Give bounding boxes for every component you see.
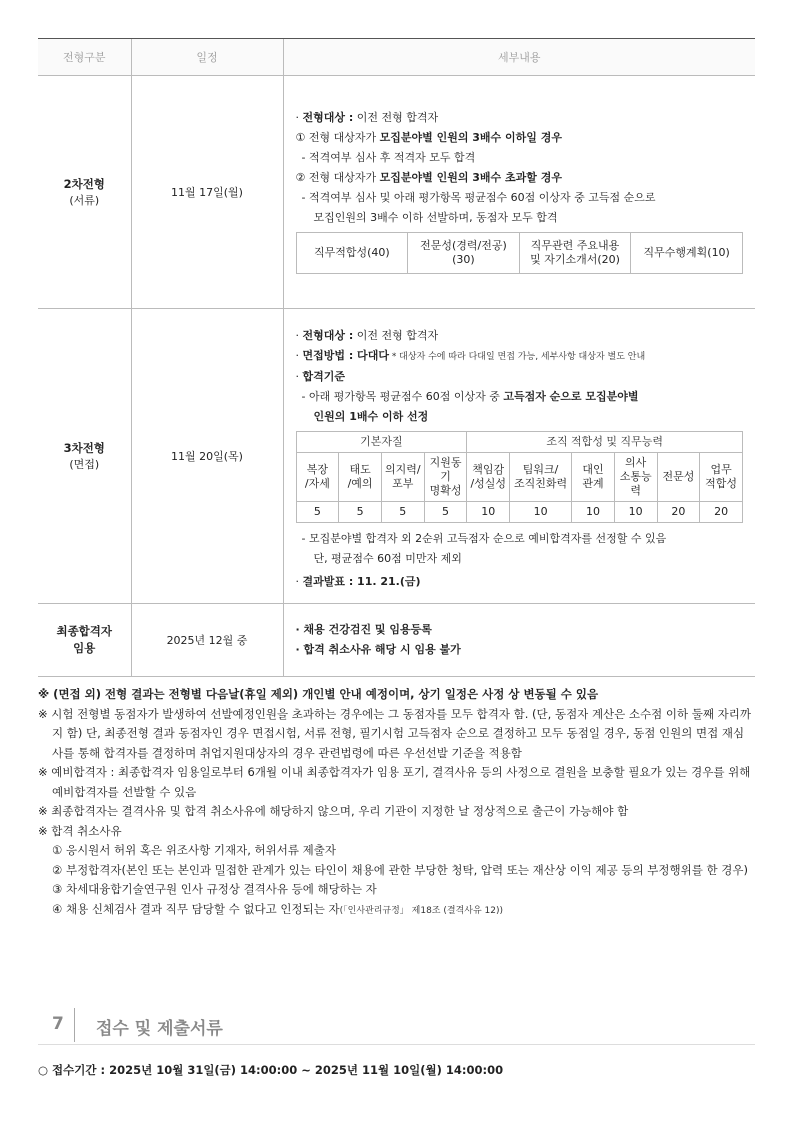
note-1: ※ (면접 외) 전형 결과는 전형별 다음날(휴일 제외) 개인별 안내 예정이며, 상기 일정은 사정 상 변동될 수 있음 [38,687,599,701]
note-4: ※ 최종합격자는 결격사유 및 합격 취소사유에 해당하지 않으며, 우리 기관이 지정한 날 정상적으로 출근이 가능해야 함 [38,804,629,818]
stage3-criteria-desc2: 인원의 1배수 이하 선정 [313,410,429,423]
stage2-title: 2차전형 [63,176,105,191]
note-5: ※ 합격 취소사유 [38,823,122,838]
cancel-reason-3: ③ 차세대융합기술연구원 인사 규정상 결격사유 등에 해당하는 자 [52,882,377,896]
eval-score: 10 [467,502,510,523]
stage2-subtitle: (서류) [69,193,100,207]
eval-score: 10 [510,502,572,523]
eval-item: 태도 /예의 [339,453,382,502]
final-line2: · 합격 취소사유 해당 시 임용 불가 [295,643,461,656]
eval-scores-row [296,502,743,523]
final-line1: · 채용 건강검진 및 임용등록 [295,623,432,636]
stage3-method: · 면접방법 : 다대다 * 대상자 수에 따라 다대일 면접 가능, 세부사항 대상자 별도 안내 [295,349,646,362]
schedule-table [38,38,755,677]
eval-item: 업무 적합성 [700,453,743,502]
note-2: ※ 시험 전형별 동점자가 발생하여 선발예정인원을 초과하는 경우에는 그 동점자를 모두 합격자 함. (단, 동점자 계산은 소수점 이하 둘째 자리까지 함) 단, 최종전형 결과 동점자인 경우 면접시험, 서류 전형, 필기시험 고득점자 순으로 결정하고 모두 동점일 경우, 동점 인원의 면접 재심사를 통해 합격자를 결정하며 취업지원대상자의 경우 관련법령에 따른 우선선발 기준을 적용함 [38,706,751,760]
eval-item: 직무적합성(40) [296,233,408,274]
eval-item: 전문성 [657,453,700,502]
eval-group-org: 조직 적합성 및 직무능력 [467,432,743,453]
final-title: 최종합격자 [56,624,113,638]
table-row-stage3 [38,309,755,604]
page [38,38,755,921]
cancel-reason-1: ① 응시원서 허위 혹은 위조사항 기재자, 허위서류 제출자 [52,843,336,857]
stage2-case2: ② 전형 대상자가 모집분야별 인원의 3배수 초과할 경우 [295,171,562,184]
eval-item: 대인 관계 [572,453,615,502]
note-3: ※ 예비합격자 : 최종합격자 임용일로부터 6개월 이내 최종합격자가 임용 포기, 결격사유 등의 사정으로 결원을 보충할 필요가 있는 경우를 위해 예비합격자를 선발할 수 있음 [38,765,751,799]
stage2-case2-desc: - 적격여부 심사 및 아래 평가항목 평균점수 60점 이상자 중 고득점 순으로 [301,191,656,204]
stage2-eval-table [296,232,744,274]
stage2-case1-desc: - 적격여부 심사 후 적격자 모두 합격 [301,151,476,164]
application-period: ○ 접수기간 : 2025년 10월 31일(금) 14:00:00 ~ 2025년 11월 10일(월) 14:00:00 [38,1063,504,1077]
eval-item: 직무관련 주요내용 및 자기소개서(20) [519,233,631,274]
section-title: 접수 및 제출서류 [96,1019,223,1039]
eval-item: 의지력/ 포부 [381,453,424,502]
eval-item: 복장 /자세 [296,453,339,502]
eval-item: 의사 소통능력 [614,453,657,502]
eval-item: 책임감 /성실성 [467,453,510,502]
cancel-reason-4: ④ 채용 신체검사 결과 직무 담당할 수 없다고 인정되는 자(「인사관리규정」 제18조 (결격사유 12)) [52,901,503,916]
header-schedule: 일정 [131,39,283,76]
table-header-row [38,39,755,76]
stage3-reserve: - 모집분야별 합격자 외 2순위 고득점자 순으로 예비합격자를 선정할 수 있음 [301,532,667,545]
cancel-reason-2: ② 부정합격자(본인 또는 본인과 밀접한 관계가 있는 타인이 채용에 관한 부당한 청탁, 압력 또는 재산상 이익 제공 등의 부정행위를 한 경우) [52,862,748,877]
section-divider [74,1008,75,1042]
header-detail: 세부내용 [283,39,755,76]
stage3-category [38,309,131,604]
notes [38,685,755,921]
eval-score: 10 [614,502,657,523]
stage3-criteria-desc: - 아래 평가항목 평균점수 60점 이상자 중 고득점자 순으로 모집분야별 [301,390,639,403]
eval-items-row [296,453,743,502]
eval-score: 10 [572,502,615,523]
eval-score: 5 [381,502,424,523]
stage3-reserve2: 단, 평균점수 60점 미만자 제외 [313,552,462,565]
stage3-result: · 결과발표 : 11. 21.(금) [295,575,421,588]
eval-item: 직무수행계획(10) [631,233,743,274]
final-detail [283,604,755,677]
stage2-detail [283,76,755,309]
final-category [38,604,131,677]
stage2-target: · 전형대상 : 이전 전형 합격자 [295,111,439,124]
eval-score: 5 [296,502,339,523]
eval-item: 지원동기 명확성 [424,453,467,502]
stage2-case1: ① 전형 대상자가 모집분야별 인원의 3배수 이하일 경우 [295,131,562,144]
stage2-case2-desc2: 모집인원의 3배수 이하 선발하며, 동점자 모두 합격 [313,211,558,224]
eval-score: 5 [424,502,467,523]
stage2-schedule: 11월 17일(월) [131,76,283,309]
stage3-eval-table [296,431,744,523]
section-number: 7 [52,1014,64,1034]
eval-item: 전문성(경력/전공)(30) [408,233,520,274]
eval-item: 팀워크/ 조직친화력 [510,453,572,502]
stage3-target: · 전형대상 : 이전 전형 합격자 [295,329,439,342]
eval-group-basic: 기본자질 [296,432,467,453]
header-category: 전형구분 [38,39,131,76]
final-subtitle: 임용 [73,641,96,655]
stage3-schedule: 11월 20일(목) [131,309,283,604]
eval-score: 20 [700,502,743,523]
table-row-final [38,604,755,677]
section-header [38,1008,755,1045]
final-schedule: 2025년 12월 중 [131,604,283,677]
stage3-detail [283,309,755,604]
stage3-criteria: · 합격기준 [295,370,346,383]
eval-score: 5 [339,502,382,523]
stage3-title: 3차전형 [63,440,105,455]
eval-score: 20 [657,502,700,523]
table-row-stage2 [38,76,755,309]
stage2-category [38,76,131,309]
stage3-subtitle: (면접) [69,457,100,471]
